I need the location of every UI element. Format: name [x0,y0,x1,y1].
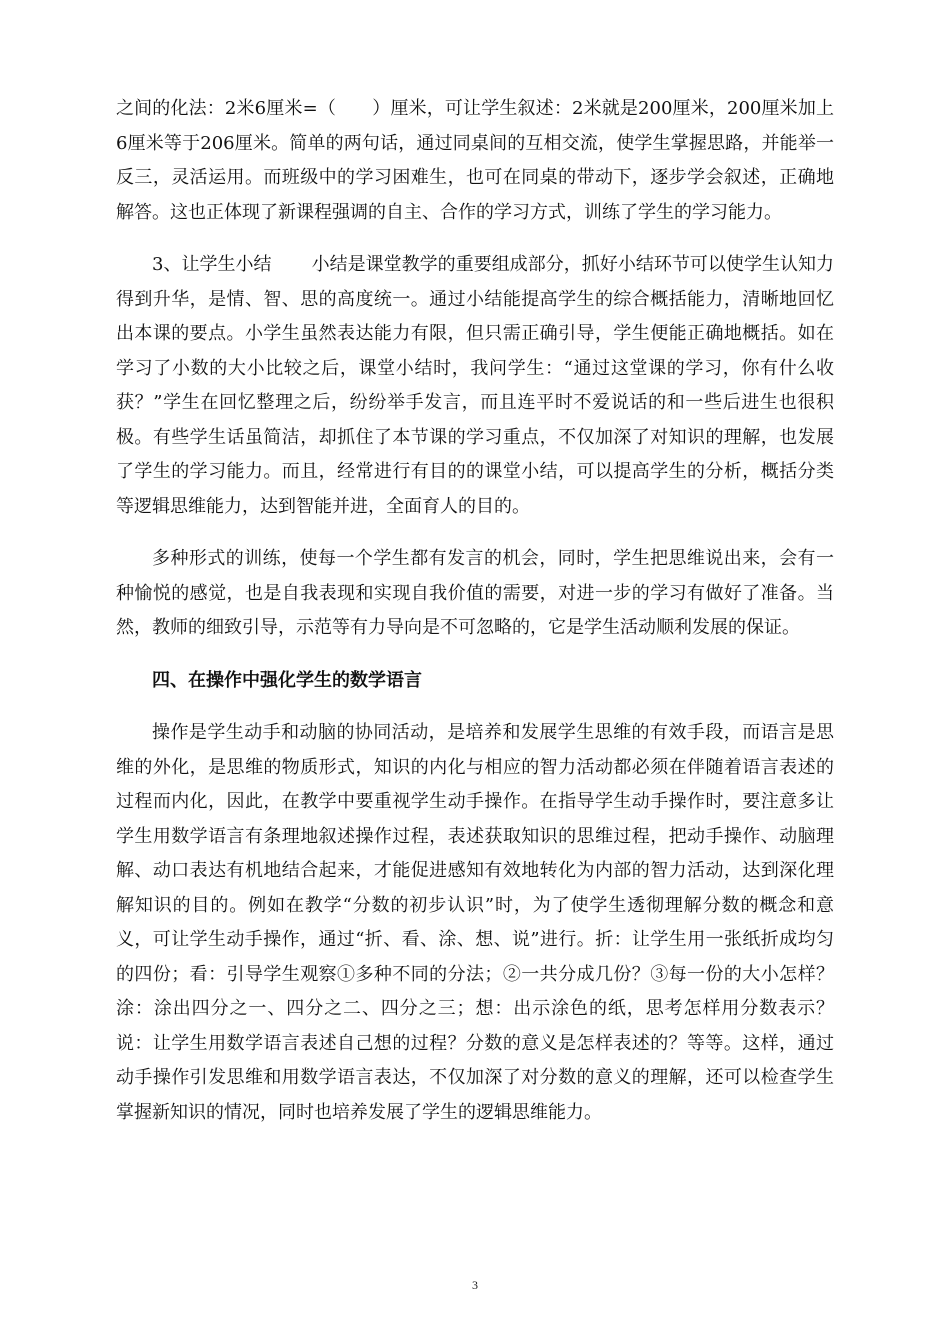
paragraph-gap [116,698,834,716]
section-heading-4: 四、在操作中强化学生的数学语言 [152,669,422,691]
paragraph-training: 多种形式的训练，使每一个学生都有发言的机会，同时，学生把思维说出来，会有一种愉悦的感觉，也是自我表现和实现自我价值的需要，对进一步的学习有做好了准备。当然，教师的细致引导，示范等有力导向是不可忽略的，它是学生活动顺利发展的保证。 [116,548,834,638]
paragraph-gap [116,646,834,664]
section-label-summary: 3、让学生小结 [152,254,272,275]
paragraph-summary [116,248,834,524]
paragraph-gap [116,230,834,248]
page-number: 3 [472,1278,478,1292]
document-body [116,92,834,1130]
paragraph-summary-body: 小结是课堂教学的重要组成部分，抓好小结环节可以使学生认知力得到升华，是情、智、思的高度统一。通过小结能提高学生的综合概括能力，清晰地回忆出本课的要点。小学生虽然表达能力有限，但只需正确引导，学生便能正确地概括。如在学习了小数的大小比较之后，课堂小结时，我问学生：“通过这堂课的学习，你有什么收获？”学生在回忆整理之后，纷纷举手发言，而且连平时不爱说话的和一些后进生也很积极。有些学生话虽简洁，却抓住了本节课的学习重点，不仅加深了对知识的理解，也发展了学生的学习能力。而且，经常进行有目的的课堂小结，可以提高学生的分析，概括分类等逻辑思维能力，达到智能并进，全面育人的目的。 [116,254,834,517]
paragraph-continuation: 之间的化法：2米6厘米=（ ）厘米，可让学生叙述：2米就是200厘米，200厘米加上6厘米等于206厘米。简单的两句话，通过同桌间的互相交流，使学生掌握思路，并能举一反三，灵活运用。而班级中的学习困难生，也可在同桌的带动下，逐步学会叙述，正确地解答。这也正体现了新课程强调的自主、合作的学习方式，训练了学生的学习能力。 [116,98,834,223]
paragraph-gap [116,524,834,542]
paragraph-operation: 操作是学生动手和动脑的协同活动，是培养和发展学生思维的有效手段，而语言是思维的外化，是思维的物质形式，知识的内化与相应的智力活动都必须在伴随着语言表述的过程而内化，因此，在教学中要重视学生动手操作。在指导学生动手操作时，要注意多让学生用数学语言有条理地叙述操作过程，表述获取知识的思维过程，把动手操作、动脑理解、动口表达有机地结合起来，才能促进感知有效地转化为内部的智力活动，达到深化理解知识的目的。例如在教学“分数的初步认识”时，为了使学生透彻理解分数的概念和意义，可让学生动手操作，通过“折、看、涂、想、说”进行。折：让学生用一张纸折成均匀的四份；看：引导学生观察①多种不同的分法；②一共分成几份？③每一份的大小怎样？涂：涂出四分之一、四分之二、四分之三；想：出示涂色的纸，思考怎样用分数表示？说：让学生用数学语言表述自己想的过程？分数的意义是怎样表述的？等等。这样，通过动手操作引发思维和用数学语言表达，不仅加深了对分数的意义的理解，还可以检查学生掌握新知识的情况，同时也培养发展了学生的逻辑思维能力。 [116,722,834,1123]
